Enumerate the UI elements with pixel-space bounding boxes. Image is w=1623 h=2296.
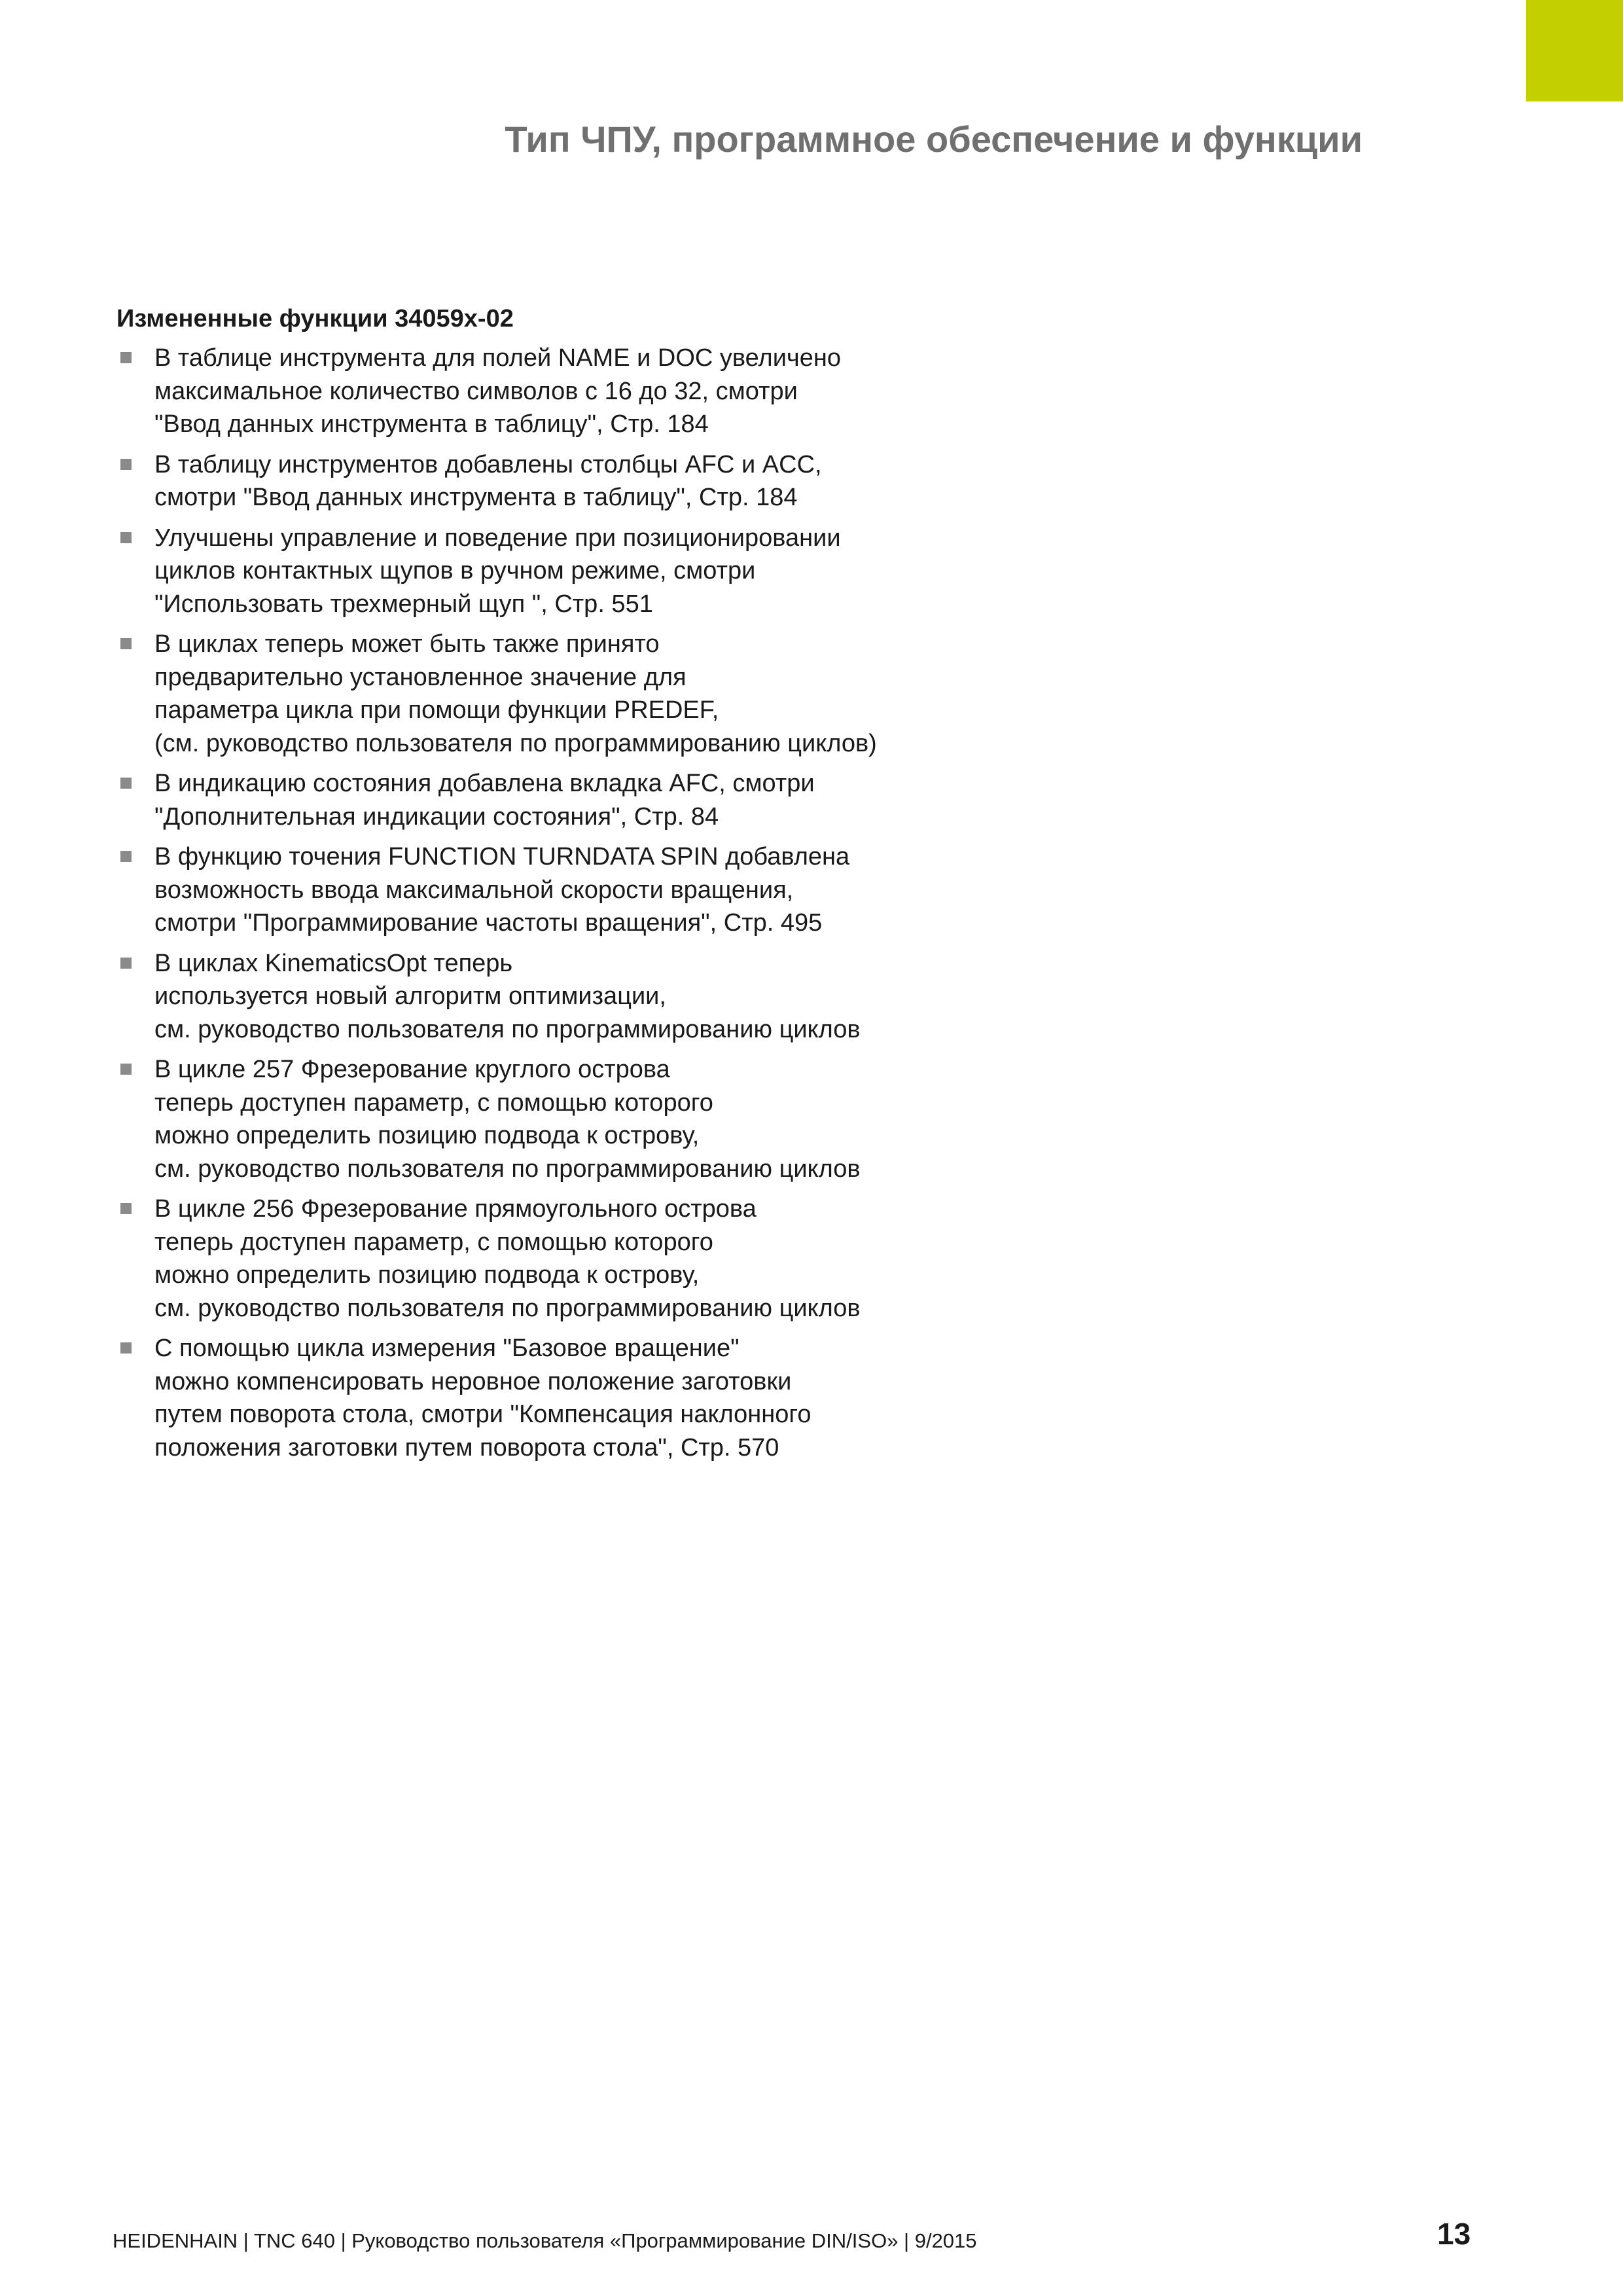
main-content	[116, 302, 1033, 1471]
list-item-line: положения заготовки путем поворота стола", Стр. 570	[154, 1433, 779, 1462]
list-item-line: максимальное количество символов с 16 до 32, смотри	[154, 377, 798, 405]
list-item-line: В индикацию состояния добавлена вкладка AFC, смотри	[154, 770, 815, 797]
list-item	[116, 767, 1033, 833]
bullet-square-icon	[120, 1342, 132, 1354]
section-heading: Измененные функции 34059x-02	[116, 305, 514, 332]
list-item-line: см. руководство пользователя по программированию циклов	[154, 1155, 861, 1183]
list-item-line: В циклах KinematicsOpt теперь	[154, 949, 513, 977]
chapter-title: Тип ЧПУ, программное обеспечение и функции	[505, 118, 1363, 160]
page-footer: HEIDENHAIN | TNC 640 | Руководство пользователя «Программирование DIN/ISO» | 9/2015	[113, 2229, 977, 2252]
list-item	[116, 628, 1033, 760]
list-item-line: см. руководство пользователя по программированию циклов	[154, 1015, 861, 1043]
list-item-line: В циклах теперь может быть также принято	[154, 630, 660, 658]
list-item-line: "Дополнительная индикации состояния", Стр. 84	[154, 802, 719, 831]
bullet-square-icon	[120, 352, 132, 363]
list-item	[116, 522, 1033, 621]
bullet-square-icon	[120, 778, 132, 789]
list-item	[116, 1332, 1033, 1464]
list-item-line: циклов контактных щупов в ручном режиме, смотри	[154, 557, 756, 584]
list-item-line: смотри "Ввод данных инструмента в таблицу", Стр. 184	[154, 484, 798, 511]
list-item-line: В цикле 256 Фрезерование прямоугольного острова	[154, 1195, 757, 1223]
bullet-square-icon	[120, 958, 132, 969]
list-item	[116, 1193, 1033, 1325]
list-item-line: В функцию точения FUNCTION TURNDATA SPIN добавлена	[154, 843, 850, 870]
list-item-line: предварительно установленное значение для	[154, 663, 687, 691]
list-item	[116, 840, 1033, 940]
bullet-square-icon	[120, 532, 132, 543]
bullet-square-icon	[120, 638, 132, 649]
list-item-line: путем поворота стола, смотри "Компенсация наклонного	[154, 1401, 812, 1428]
list-item-line: В таблицу инструментов добавлены столбцы AFC и ACC,	[154, 450, 822, 478]
page-number: 13	[1437, 2217, 1471, 2251]
list-item-line: В цикле 257 Фрезерование круглого острова	[154, 1056, 670, 1083]
list-item-line: теперь доступен параметр, с помощью которого	[154, 1228, 713, 1256]
list-item-line: возможность ввода максимальной скорости вращения,	[154, 876, 794, 904]
list-item	[116, 448, 1033, 514]
bullet-square-icon	[120, 459, 132, 470]
list-item-line: можно компенсировать неровное положение заготовки	[154, 1367, 792, 1395]
list-item-line: параметра цикла при помощи функции PREDEF,	[154, 696, 719, 724]
list-item-line: "Использовать трехмерный щуп ", Стр. 551	[154, 590, 653, 618]
list-item-line: можно определить позицию подвода к острову,	[154, 1122, 700, 1149]
bullet-square-icon	[120, 1064, 132, 1075]
list-item-line: используется новый алгоритм оптимизации,	[154, 982, 666, 1010]
list-item-line: можно определить позицию подвода к острову,	[154, 1261, 700, 1289]
chapter-tab-marker	[1526, 0, 1623, 101]
list-item-line: "Ввод данных инструмента в таблицу", Стр. 184	[154, 410, 709, 438]
bullet-square-icon	[120, 1203, 132, 1214]
list-item-line: С помощью цикла измерения "Базовое вращение"	[154, 1335, 740, 1362]
bullet-square-icon	[120, 851, 132, 862]
list-item-line: Улучшены управление и поведение при позиционировании	[154, 524, 841, 552]
list-item	[116, 342, 1033, 441]
list-item-line: см. руководство пользователя по программированию циклов	[154, 1294, 861, 1322]
list-item-line: (см. руководство пользователя по программированию циклов)	[154, 729, 877, 757]
list-item-line: теперь доступен параметр, с помощью которого	[154, 1088, 713, 1117]
changed-functions-list	[116, 342, 1033, 1464]
list-item	[116, 1053, 1033, 1185]
list-item	[116, 947, 1033, 1047]
list-item-line: смотри "Программирование частоты вращения", Стр. 495	[154, 909, 823, 937]
list-item-line: В таблице инструмента для полей NAME и DOC увеличено	[154, 344, 841, 372]
